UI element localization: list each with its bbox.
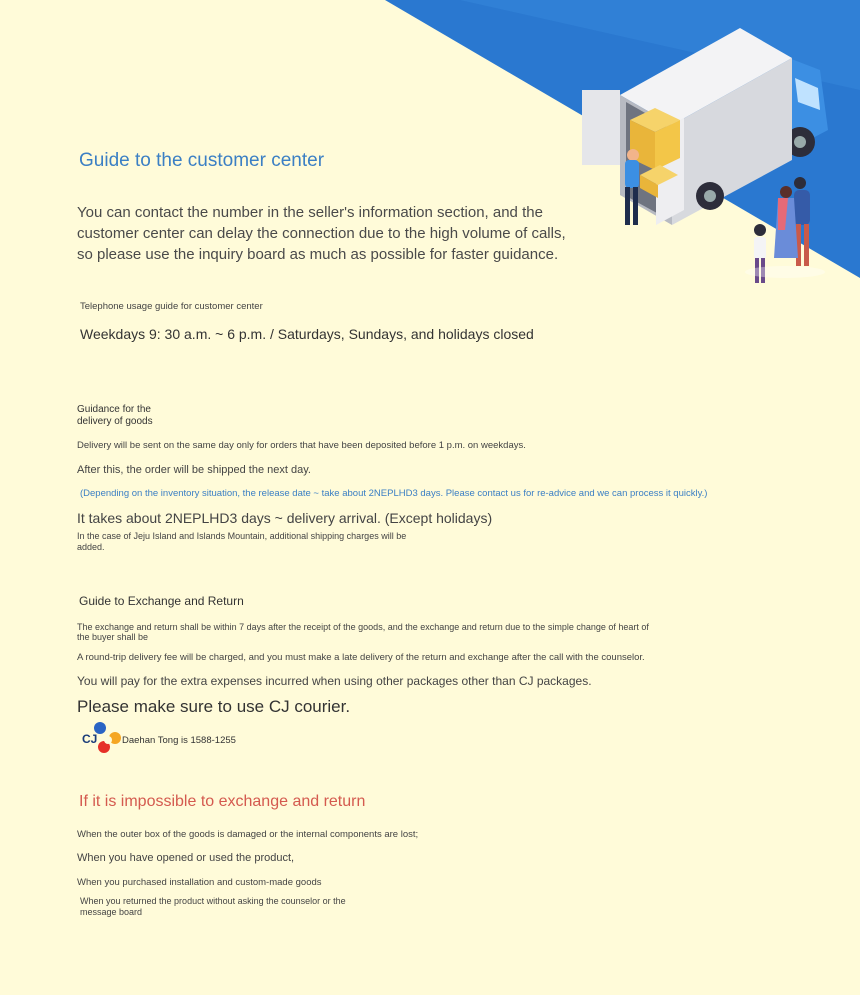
impossible-item: When the outer box of the goods is damaged or the internal components are lost; bbox=[77, 829, 419, 840]
phone-guide-label: Telephone usage guide for customer center bbox=[80, 301, 263, 312]
delivery-same-day: Delivery will be sent on the same day only for orders that have been deposited before 1 p.m. on weekdays. bbox=[77, 440, 526, 451]
courier-notice: Please make sure to use CJ courier. bbox=[77, 697, 351, 716]
impossible-item: When you purchased installation and custom-made goods bbox=[77, 877, 322, 888]
delivery-title: Guidance for the delivery of goods bbox=[77, 404, 153, 427]
exchange-within-days: The exchange and return shall be within 7 days after the receipt of the goods, and the exchange and return due to the simple change of heart of the buyer shall be bbox=[77, 622, 649, 642]
delivery-next-day: After this, the order will be shipped the next day. bbox=[77, 464, 311, 476]
inventory-note: (Depending on the inventory situation, the release date ~ take about 2NEPLHD3 days. Please contact us for re-advice and we can process it quickly.) bbox=[80, 488, 708, 499]
exchange-title: Guide to Exchange and Return bbox=[79, 594, 244, 608]
islands-notice: In the case of Jeju Island and Islands Mountain, additional shipping charges will be added. bbox=[77, 531, 407, 552]
customer-center-description: You can contact the number in the seller's information section, and the customer center can delay the connection due to the high volume of calls, so please use the inquiry board as much as possible for faster guidance. bbox=[77, 204, 566, 263]
cj-phone: Daehan Tong is 1588-1255 bbox=[122, 735, 236, 746]
impossible-item: When you have opened or used the product, bbox=[77, 852, 295, 864]
impossible-item: When you returned the product without asking the counselor or the message board bbox=[80, 896, 346, 917]
impossible-title: If it is impossible to exchange and return bbox=[79, 793, 366, 810]
cj-logo bbox=[80, 720, 122, 754]
exchange-extra-cost: You will pay for the extra expenses incurred when using other packages other than CJ packages. bbox=[77, 674, 592, 688]
business-hours: Weekdays 9: 30 a.m. ~ 6 p.m. / Saturdays, Sundays, and holidays closed bbox=[80, 326, 534, 342]
cj-logo-text: CJ bbox=[82, 732, 98, 746]
exchange-fee: A round-trip delivery fee will be charged, and you must make a late delivery of the return and exchange after the call with the counselor. bbox=[77, 652, 645, 663]
customer-center-title: Guide to the customer center bbox=[79, 150, 325, 171]
delivery-arrival: It takes about 2NEPLHD3 days ~ delivery arrival. (Except holidays) bbox=[77, 510, 493, 526]
